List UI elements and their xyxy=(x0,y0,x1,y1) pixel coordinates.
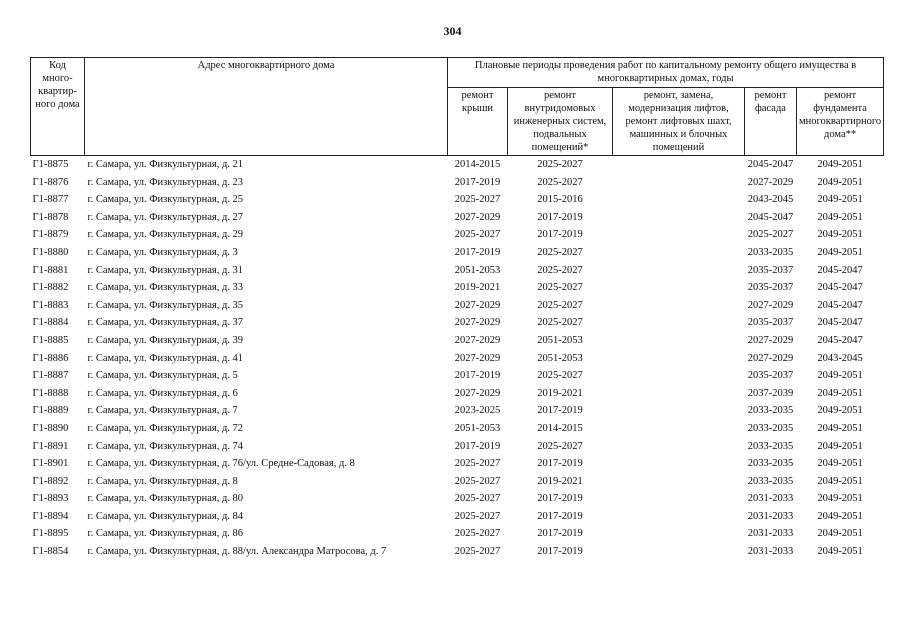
cell-foundation: 2049-2051 xyxy=(817,246,863,258)
cell-systems: 2051-2053 xyxy=(537,334,583,346)
cell-code: Г1-8890 xyxy=(32,422,69,434)
cell-foundation: 2049-2051 xyxy=(817,405,863,417)
cell-foundation: 2045-2047 xyxy=(817,334,863,346)
table-row xyxy=(31,297,884,315)
cell-roof: 2025-2027 xyxy=(454,194,501,206)
cell-elevators xyxy=(613,525,745,543)
cell-elevators xyxy=(613,420,745,438)
cell-systems: 2025-2027 xyxy=(537,440,583,452)
cell-facade: 2027-2029 xyxy=(747,299,794,311)
cell-address: г. Самара, ул. Физкультурная, д. 29 xyxy=(87,229,244,241)
cell-code: Г1-8901 xyxy=(32,458,69,470)
cell-foundation: 2049-2051 xyxy=(817,528,863,540)
cell-code: Г1-8885 xyxy=(32,334,69,346)
cell-code: Г1-8894 xyxy=(32,510,69,522)
cell-address: г. Самара, ул. Физкультурная, д. 74 xyxy=(87,440,244,452)
cell-elevators xyxy=(613,473,745,491)
cell-elevators xyxy=(613,297,745,315)
cell-address: г. Самара, ул. Физкультурная, д. 86 xyxy=(87,528,244,540)
cell-address: г. Самара, ул. Физкультурная, д. 84 xyxy=(87,510,244,522)
cell-foundation: 2049-2051 xyxy=(817,194,863,206)
cell-foundation: 2049-2051 xyxy=(817,493,863,505)
cell-roof: 2017-2019 xyxy=(454,440,501,452)
column-header-facade: ремонт фасада xyxy=(745,88,797,156)
cell-code: Г1-8892 xyxy=(32,475,69,487)
cell-foundation: 2049-2051 xyxy=(817,422,863,434)
cell-facade: 2033-2035 xyxy=(747,475,794,487)
table-row xyxy=(31,262,884,280)
cell-foundation: 2043-2045 xyxy=(817,352,863,364)
cell-elevators xyxy=(613,385,745,403)
column-header-systems: ремонт внутридомовых инженерных систем, подвальных помещений* xyxy=(508,88,613,156)
cell-address: г. Самара, ул. Физкультурная, д. 27 xyxy=(87,211,244,223)
table-row xyxy=(31,244,884,262)
cell-roof: 2014-2015 xyxy=(448,156,508,174)
cell-systems: 2017-2019 xyxy=(537,405,583,417)
cell-systems: 2025-2027 xyxy=(537,370,583,382)
table-row xyxy=(31,314,884,332)
cell-roof: 2027-2029 xyxy=(454,387,501,399)
cell-code: Г1-8854 xyxy=(32,546,69,558)
cell-roof: 2027-2029 xyxy=(454,352,501,364)
cell-elevators xyxy=(613,226,745,244)
table-row xyxy=(31,191,884,209)
cell-code: Г1-8880 xyxy=(32,246,69,258)
cell-roof: 2025-2027 xyxy=(454,493,501,505)
cell-systems: 2025-2027 xyxy=(537,317,583,329)
cell-code: Г1-8891 xyxy=(32,440,69,452)
cell-roof: 2025-2027 xyxy=(454,546,501,558)
cell-systems: 2051-2053 xyxy=(537,352,583,364)
column-header-roof: ремонт крыши xyxy=(448,88,508,156)
table-row xyxy=(31,508,884,526)
cell-foundation: 2045-2047 xyxy=(817,264,863,276)
cell-foundation: 2049-2051 xyxy=(817,510,863,522)
table-row xyxy=(31,174,884,192)
table-row xyxy=(31,543,884,561)
table-row xyxy=(31,156,884,174)
cell-facade: 2031-2033 xyxy=(747,510,794,522)
cell-facade: 2033-2035 xyxy=(747,458,794,470)
cell-foundation: 2049-2051 xyxy=(817,176,863,188)
cell-systems: 2017-2019 xyxy=(537,493,583,505)
cell-systems: 2025-2027 xyxy=(537,282,583,294)
cell-systems: 2025-2027 xyxy=(537,176,583,188)
cell-address: г. Самара, ул. Физкультурная, д. 39 xyxy=(87,334,244,346)
cell-address: г. Самара, ул. Физкультурная, д. 31 xyxy=(87,264,244,276)
column-header-address: Адрес многоквартирного дома xyxy=(85,58,448,156)
table-row xyxy=(31,402,884,420)
cell-elevators xyxy=(613,244,745,262)
cell-address: г. Самара, ул. Физкультурная, д. 41 xyxy=(87,352,244,364)
cell-elevators xyxy=(613,438,745,456)
cell-systems: 2019-2021 xyxy=(537,387,583,399)
cell-systems: 2014-2015 xyxy=(537,422,583,434)
table-row xyxy=(31,525,884,543)
cell-code: Г1-8895 xyxy=(32,528,69,540)
cell-address: г. Самара, ул. Физкультурная, д. 35 xyxy=(87,299,244,311)
cell-facade: 2033-2035 xyxy=(747,440,794,452)
cell-facade: 2045-2047 xyxy=(747,211,794,223)
cell-elevators xyxy=(613,174,745,192)
cell-foundation: 2049-2051 xyxy=(817,211,863,223)
cell-systems: 2017-2019 xyxy=(537,510,583,522)
cell-elevators xyxy=(613,367,745,385)
cell-elevators xyxy=(613,279,745,297)
cell-facade: 2043-2045 xyxy=(747,194,794,206)
page-number: 304 xyxy=(443,24,462,38)
cell-elevators xyxy=(613,508,745,526)
cell-code: Г1-8893 xyxy=(32,493,69,505)
cell-elevators xyxy=(613,262,745,280)
cell-address: г. Самара, ул. Физкультурная, д. 33 xyxy=(87,282,244,294)
cell-elevators xyxy=(613,191,745,209)
cell-address: г. Самара, ул. Физкультурная, д. 21 xyxy=(85,156,448,174)
cell-facade: 2035-2037 xyxy=(747,317,794,329)
cell-address: г. Самара, ул. Физкультурная, д. 5 xyxy=(87,370,238,382)
cell-foundation: 2049-2051 xyxy=(797,156,884,174)
column-header-code: Код много-квартир-ного дома xyxy=(31,58,85,156)
cell-roof: 2017-2019 xyxy=(454,246,501,258)
cell-address: г. Самара, ул. Физкультурная, д. 80 xyxy=(87,493,244,505)
cell-roof: 2017-2019 xyxy=(454,370,501,382)
cell-foundation: 2049-2051 xyxy=(817,440,863,452)
cell-facade: 2035-2037 xyxy=(747,282,794,294)
cell-code: Г1-8879 xyxy=(32,229,69,241)
cell-foundation: 2049-2051 xyxy=(817,229,863,241)
cell-code: Г1-8882 xyxy=(32,282,69,294)
cell-elevators xyxy=(613,455,745,473)
cell-facade: 2031-2033 xyxy=(747,493,794,505)
cell-foundation: 2045-2047 xyxy=(817,299,863,311)
table-body xyxy=(31,156,884,561)
table-row xyxy=(31,385,884,403)
cell-code: Г1-8877 xyxy=(32,194,69,206)
cell-roof: 2027-2029 xyxy=(454,334,501,346)
cell-code: Г1-8889 xyxy=(32,405,69,417)
cell-roof: 2027-2029 xyxy=(454,299,501,311)
table-row xyxy=(31,455,884,473)
cell-facade: 2037-2039 xyxy=(747,387,794,399)
cell-systems: 2025-2027 xyxy=(537,299,583,311)
cell-address: г. Самара, ул. Физкультурная, д. 25 xyxy=(87,194,244,206)
cell-elevators xyxy=(613,332,745,350)
cell-roof: 2025-2027 xyxy=(454,458,501,470)
table-row xyxy=(31,490,884,508)
cell-facade: 2035-2037 xyxy=(747,370,794,382)
cell-address: г. Самара, ул. Физкультурная, д. 3 xyxy=(87,246,238,258)
table-row xyxy=(31,332,884,350)
cell-roof: 2025-2027 xyxy=(454,510,501,522)
cell-foundation: 2049-2051 xyxy=(817,546,863,558)
cell-systems: 2025-2027 xyxy=(537,264,583,276)
cell-roof: 2025-2027 xyxy=(454,229,501,241)
table-row xyxy=(31,279,884,297)
table-row xyxy=(31,367,884,385)
cell-roof: 2019-2021 xyxy=(454,282,501,294)
cell-facade: 2033-2035 xyxy=(747,405,794,417)
cell-elevators xyxy=(613,490,745,508)
cell-address: г. Самара, ул. Физкультурная, д. 76/ул. Средне-Садовая, д. 8 xyxy=(87,458,355,470)
capital-repair-table xyxy=(30,57,884,561)
cell-facade: 2027-2029 xyxy=(747,352,794,364)
cell-systems: 2019-2021 xyxy=(537,475,583,487)
table-row xyxy=(31,438,884,456)
cell-systems: 2017-2019 xyxy=(537,211,583,223)
table-row xyxy=(31,473,884,491)
cell-code: Г1-8878 xyxy=(32,211,69,223)
cell-code: Г1-8883 xyxy=(32,299,69,311)
cell-systems: 2025-2027 xyxy=(508,156,613,174)
cell-foundation: 2049-2051 xyxy=(817,387,863,399)
cell-code: Г1-8875 xyxy=(31,156,85,174)
cell-elevators xyxy=(613,156,745,174)
cell-systems: 2015-2016 xyxy=(537,194,583,206)
cell-facade: 2025-2027 xyxy=(747,229,794,241)
cell-roof: 2025-2027 xyxy=(454,475,501,487)
cell-elevators xyxy=(613,350,745,368)
cell-elevators xyxy=(613,543,745,561)
cell-foundation: 2049-2051 xyxy=(817,458,863,470)
column-header-elevators: ремонт, замена, модернизация лифтов, ремонт лифтовых шахт, машинных и блочных помещений xyxy=(613,88,745,156)
cell-roof: 2025-2027 xyxy=(454,528,501,540)
cell-facade: 2033-2035 xyxy=(747,246,794,258)
table-row xyxy=(31,350,884,368)
cell-roof: 2017-2019 xyxy=(454,176,501,188)
cell-systems: 2017-2019 xyxy=(537,458,583,470)
cell-foundation: 2049-2051 xyxy=(817,370,863,382)
cell-address: г. Самара, ул. Физкультурная, д. 88/ул. Александра Матросова, д. 7 xyxy=(87,546,387,558)
cell-facade: 2045-2047 xyxy=(745,156,797,174)
cell-code: Г1-8881 xyxy=(32,264,69,276)
cell-facade: 2031-2033 xyxy=(747,546,794,558)
cell-systems: 2017-2019 xyxy=(537,229,583,241)
column-header-periods: Плановые периоды проведения работ по капитальному ремонту общего имущества в многоквартирных домах, годы xyxy=(448,58,884,88)
cell-code: Г1-8884 xyxy=(32,317,69,329)
cell-roof: 2027-2029 xyxy=(454,211,501,223)
cell-roof: 2027-2029 xyxy=(454,317,501,329)
cell-code: Г1-8886 xyxy=(32,352,69,364)
cell-address: г. Самара, ул. Физкультурная, д. 23 xyxy=(87,176,244,188)
cell-address: г. Самара, ул. Физкультурная, д. 7 xyxy=(87,405,238,417)
cell-foundation: 2049-2051 xyxy=(817,475,863,487)
cell-facade: 2035-2037 xyxy=(747,264,794,276)
cell-roof: 2051-2053 xyxy=(454,422,501,434)
table-row xyxy=(31,226,884,244)
cell-address: г. Самара, ул. Физкультурная, д. 8 xyxy=(87,475,238,487)
cell-address: г. Самара, ул. Физкультурная, д. 6 xyxy=(87,387,238,399)
cell-facade: 2033-2035 xyxy=(747,422,794,434)
cell-elevators xyxy=(613,314,745,332)
cell-systems: 2017-2019 xyxy=(537,546,583,558)
cell-roof: 2023-2025 xyxy=(454,405,501,417)
cell-roof: 2051-2053 xyxy=(454,264,501,276)
cell-code: Г1-8876 xyxy=(32,176,69,188)
cell-systems: 2025-2027 xyxy=(537,246,583,258)
cell-facade: 2031-2033 xyxy=(747,528,794,540)
cell-facade: 2027-2029 xyxy=(747,176,794,188)
table-row xyxy=(31,209,884,227)
column-header-foundation: ремонт фундамента многоквартирного дома** xyxy=(797,88,884,156)
cell-address: г. Самара, ул. Физкультурная, д. 37 xyxy=(87,317,244,329)
cell-code: Г1-8887 xyxy=(32,370,69,382)
cell-systems: 2017-2019 xyxy=(537,528,583,540)
table-row xyxy=(31,420,884,438)
cell-address: г. Самара, ул. Физкультурная, д. 72 xyxy=(87,422,244,434)
cell-elevators xyxy=(613,209,745,227)
cell-foundation: 2045-2047 xyxy=(817,282,863,294)
cell-elevators xyxy=(613,402,745,420)
cell-facade: 2027-2029 xyxy=(747,334,794,346)
cell-code: Г1-8888 xyxy=(32,387,69,399)
cell-foundation: 2045-2047 xyxy=(817,317,863,329)
